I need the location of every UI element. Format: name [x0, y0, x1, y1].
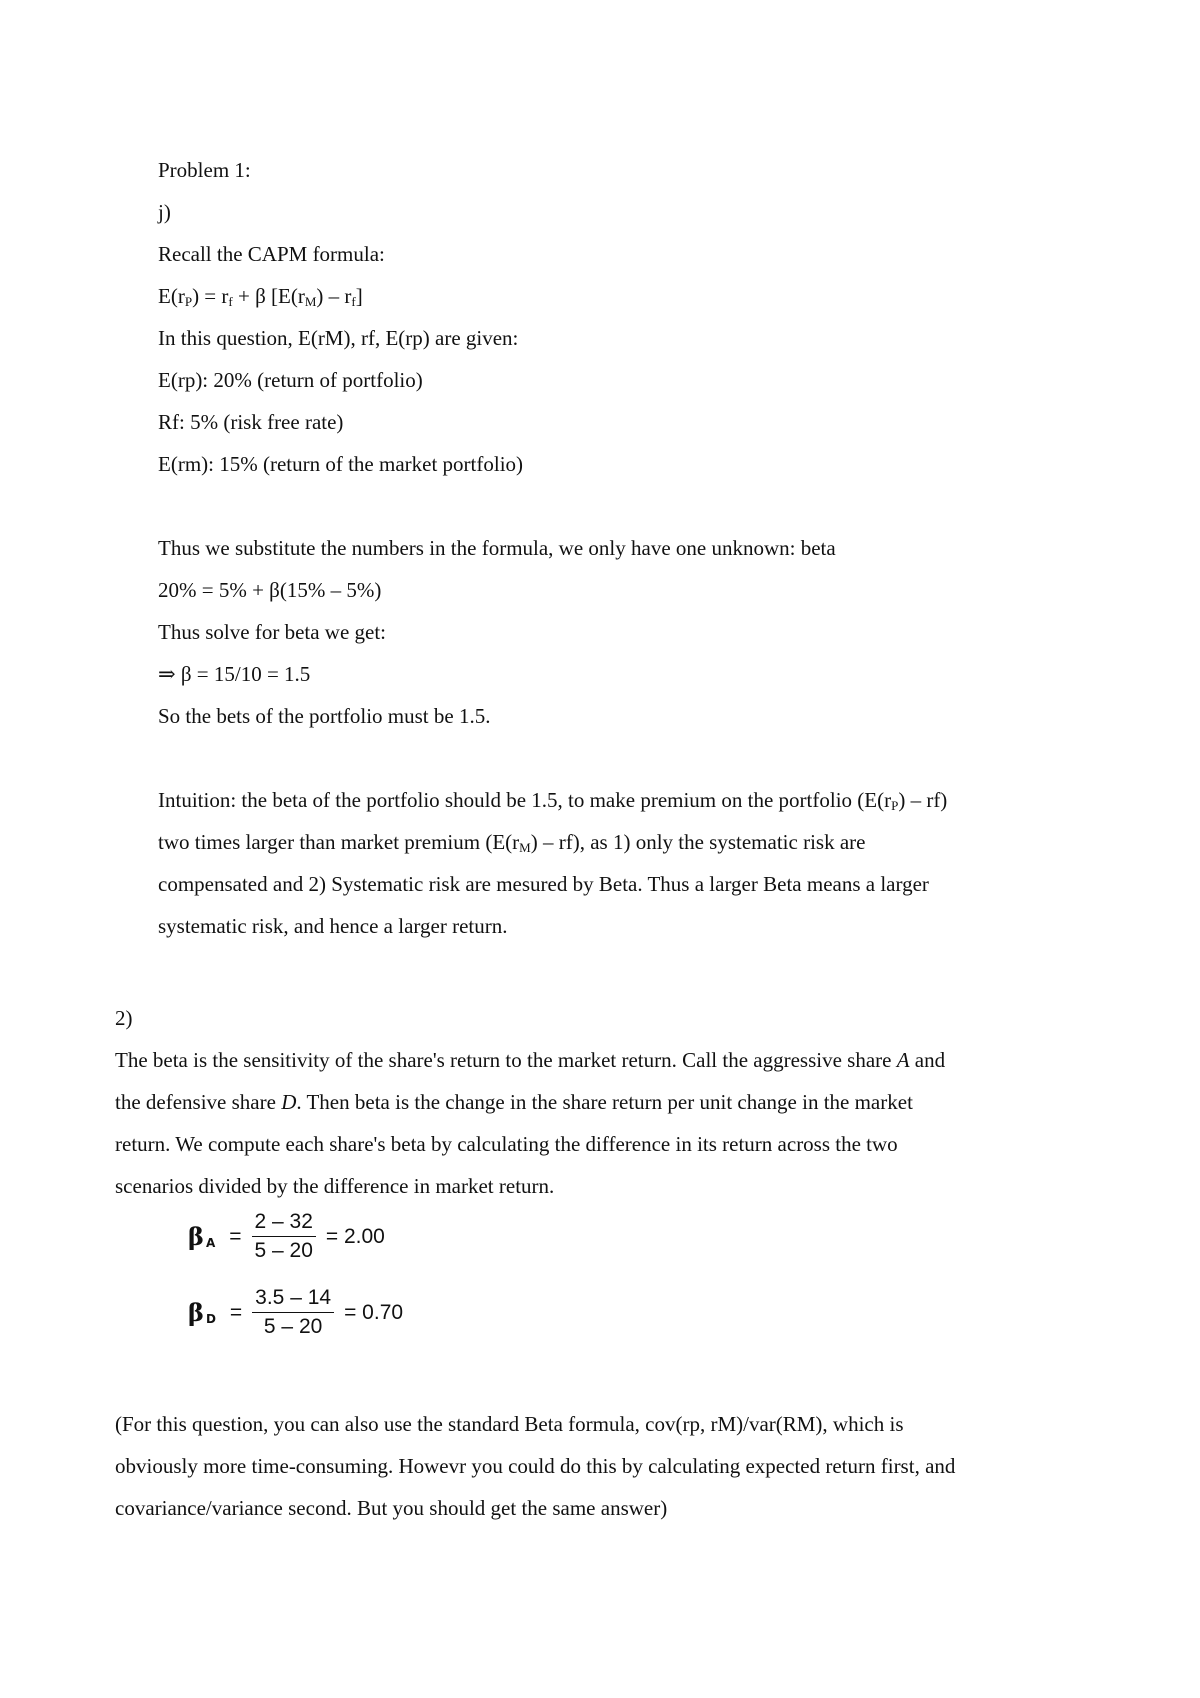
note-line: obviously more time-consuming. Howevr you could do this by calculating expected return first, and: [115, 1454, 956, 1478]
fraction-numerator: 3.5 – 14: [252, 1286, 334, 1313]
substitute-text: Thus we substitute the numbers in the formula, we only have one unknown: beta: [158, 536, 836, 560]
beta-value: = 0.70: [344, 1300, 404, 1324]
part2-text-line: The beta is the sensitivity of the share's return to the market return. Call the aggressive share A and: [115, 1048, 946, 1072]
capm-formula: $E(r_P) = r_f + \beta$ $[E(r_M) - r_f]$: [158, 284, 363, 309]
substituted-equation: 20% = 5% + β(15% – 5%): [158, 578, 382, 602]
intuition-line: compensated and 2) Systematic risk are mesured by Beta. Thus a larger Beta means a larger: [158, 872, 929, 896]
beta-conclusion: So the bets of the portfolio must be 1.5.: [158, 704, 491, 728]
note-line: covariance/variance second. But you should get the same answer): [115, 1496, 668, 1520]
subpart-label: j): [158, 200, 171, 224]
intuition-line: Intuition: the beta of the portfolio should be 1.5, to make premium on the portfolio $(E(r_P) - rf)$: [158, 788, 948, 813]
beta-subscript: A: [205, 1235, 216, 1250]
given-item: E(rm): 15% (return of the market portfolio): [158, 452, 524, 476]
fraction-denominator: 5 – 20: [263, 1315, 323, 1338]
beta-a-formula: β A = $\frac{2 - 32}{5 - 20}$ = 2.00: [188, 1210, 385, 1262]
beta-value: = 2.00: [325, 1224, 385, 1248]
given-intro: In this question, E(rM), rf, E(rp) are given:: [158, 326, 519, 350]
beta-d-formula: β D = $\frac{3.5 - 14}{5 - 20}$ = 0.70: [188, 1286, 404, 1338]
part2-label: 2): [115, 1006, 133, 1030]
note-line: (For this question, you can also use the standard Beta formula, cov(rp, rM)/var(RM), which is: [115, 1412, 904, 1436]
capm-recall-text: Recall the CAPM formula:: [158, 242, 385, 266]
given-item: E(rp): 20% (return of portfolio): [158, 368, 423, 392]
given-item: Rf: 5% (risk free rate): [158, 410, 344, 434]
beta-symbol: β: [188, 1222, 204, 1251]
fraction-numerator: 2 – 32: [252, 1210, 316, 1237]
problem-heading: Problem 1:: [158, 158, 251, 182]
solve-text: Thus solve for beta we get:: [158, 620, 387, 644]
part2-text-line: return. We compute each share's beta by calculating the difference in its return across the two: [115, 1132, 898, 1156]
part2-text-line: the defensive share D. Then beta is the change in the share return per unit change in the market: [115, 1090, 913, 1114]
beta-result: ⇒ β = 15/10 = 1.5: [158, 662, 311, 686]
part2-text-line: scenarios divided by the difference in market return.: [115, 1174, 555, 1198]
intuition-line: systematic risk, and hence a larger return.: [158, 914, 508, 938]
beta-subscript: D: [205, 1311, 216, 1326]
beta-symbol: β: [188, 1298, 204, 1327]
intuition-line: two times larger than market premium $(E(r_M) - rf)$, as 1) only the systematic risk are: [158, 830, 866, 855]
fraction-denominator: 5 – 20: [254, 1239, 313, 1262]
